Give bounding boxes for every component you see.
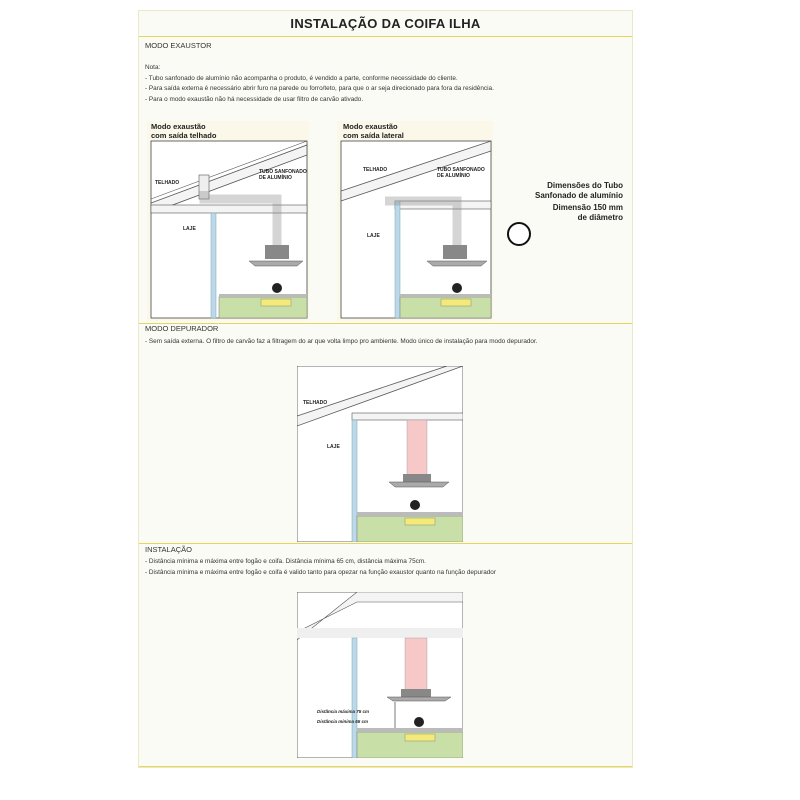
exaustor-notes bbox=[145, 63, 625, 105]
label-tubo-left-2: DE ALUMÍNIO bbox=[259, 175, 292, 181]
label-laje-right: LAJE bbox=[367, 233, 380, 239]
exaustor-note-3: - Para o modo exaustão não há necessidade de usar filtro de carvão ativado. bbox=[145, 95, 364, 103]
label-telhado-right: TELHADO bbox=[363, 167, 388, 173]
label-telhado-left: TELHADO bbox=[155, 180, 180, 186]
diagram-instalacao bbox=[297, 592, 463, 758]
dim-line4: de diâmetro bbox=[577, 213, 623, 222]
dim-line2: Sanfonado de alumínio bbox=[534, 191, 623, 200]
instalacao-note-2: - Distância mínima e máxima entre fogão e coifa é valido tanto para opezar na função exaustor quanto na função depurador bbox=[145, 568, 496, 576]
section-rule-2 bbox=[139, 543, 632, 544]
label-dist-min: Distância mínima 65 cm bbox=[317, 719, 369, 724]
label-tubo-right-1: TUBO SANFONADO bbox=[437, 167, 485, 173]
instalacao-note-1: - Distância mínima e máxima entre fogão e coifa. Distância mínima 65 cm, distância máxima 75cm. bbox=[145, 558, 426, 565]
caption-telhado-line2: com saída telhado bbox=[151, 131, 217, 140]
bottom-rule bbox=[139, 766, 632, 767]
nota-label: Nota: bbox=[145, 64, 161, 71]
label-dist-max: Distância máxima 75 cm bbox=[317, 709, 370, 714]
diagram-exaustao-lateral bbox=[337, 121, 493, 321]
installation-sheet bbox=[138, 10, 633, 768]
dim-line1: Dimensões do Tubo bbox=[547, 181, 623, 190]
tube-dimensions bbox=[497, 176, 629, 256]
exaustor-note-1: - Tubo sanfonado de alumínio não acompanha o produto, é vendido a parte, conforme necessidade do cliente. bbox=[145, 74, 458, 82]
caption-lateral-line2: com saída lateral bbox=[343, 131, 404, 140]
caption-telhado-line1: Modo exaustão bbox=[151, 122, 206, 131]
exaustor-note-2: - Para saída externa é necessário abrir furo na parede ou forro/teto, para que o ar seja direcionado para fora da residência. bbox=[145, 85, 494, 92]
label-laje-depurador: LAJE bbox=[327, 444, 340, 450]
dim-line3: Dimensão 150 mm bbox=[552, 203, 623, 212]
label-telhado-depurador: TELHADO bbox=[303, 400, 328, 406]
diagram-depurador bbox=[297, 366, 463, 542]
instalacao-notes bbox=[145, 557, 625, 578]
depurador-heading: MODO DEPURADOR bbox=[145, 324, 219, 333]
instalacao-heading: INSTALAÇÃO bbox=[145, 545, 192, 554]
caption-lateral-line1: Modo exaustão bbox=[343, 122, 398, 131]
page-title: INSTALAÇÃO DA COIFA ILHA bbox=[290, 16, 481, 31]
label-tubo-left-1: TUBO SANFONADO bbox=[259, 169, 307, 175]
diagram-exaustao-telhado bbox=[147, 121, 309, 321]
label-laje-left: LAJE bbox=[183, 226, 196, 232]
label-tubo-right-2: DE ALUMÍNIO bbox=[437, 173, 470, 179]
depurador-note: - Sem saída externa. O filtro de carvão faz a filtragem do ar que volta limpo pro ambiente. Modo único de instalação para modo depurador. bbox=[145, 338, 538, 345]
exaustor-heading: MODO EXAUSTOR bbox=[145, 41, 212, 50]
title-rule bbox=[139, 36, 632, 37]
